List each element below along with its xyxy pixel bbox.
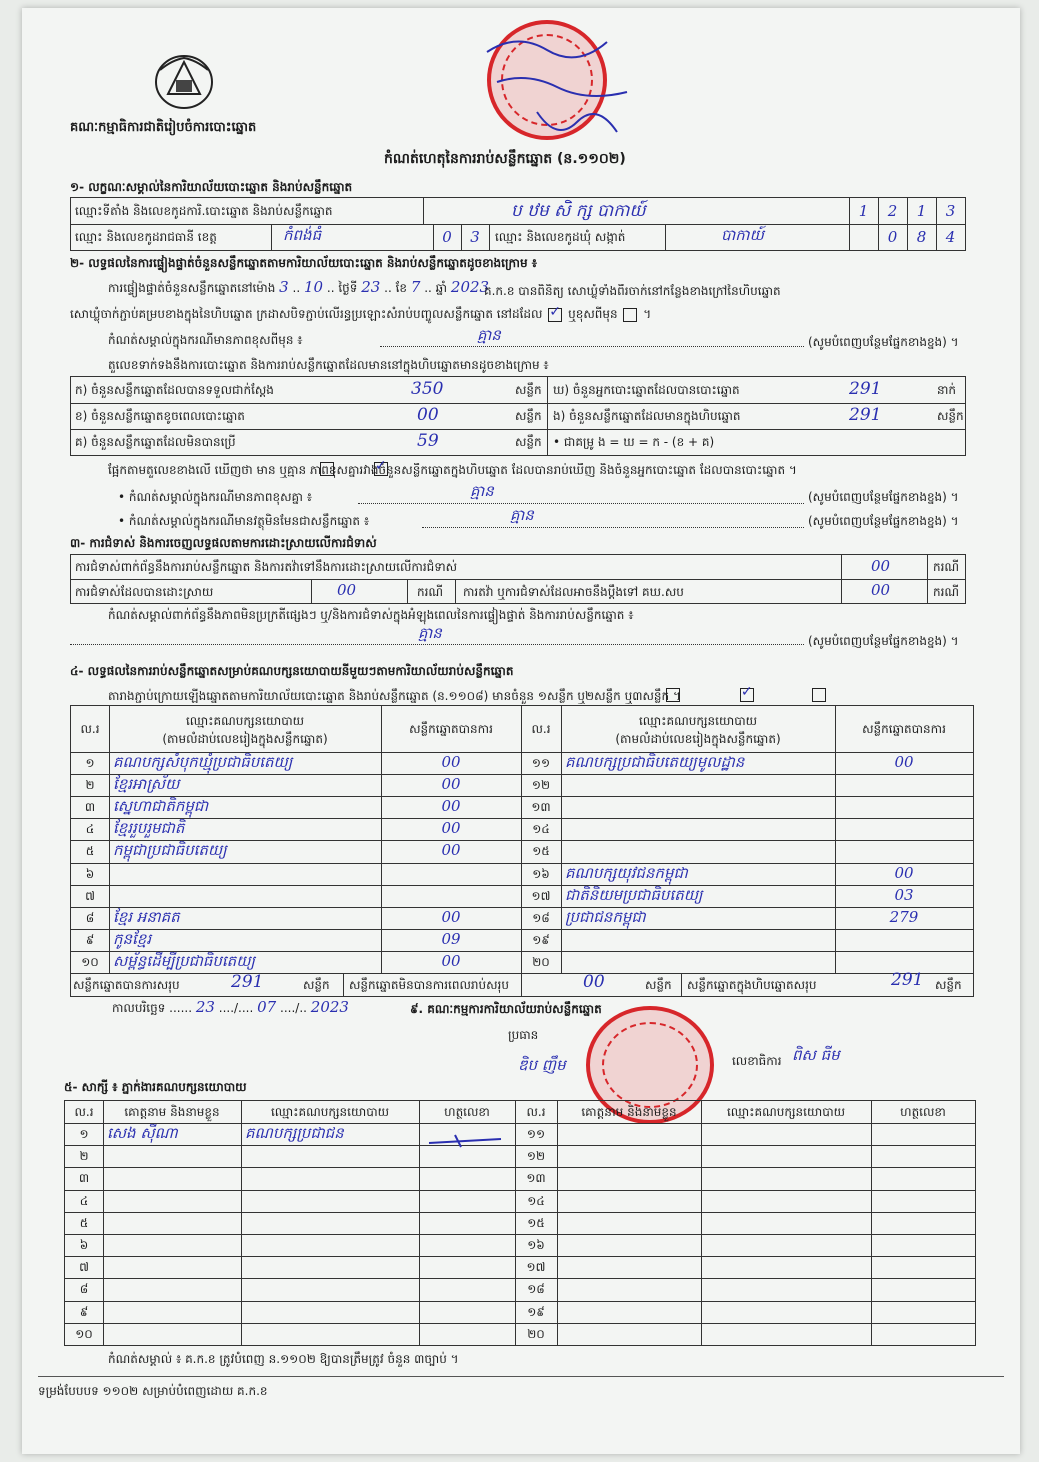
row-formula: • ជាគម្រូ ង = ឃ = ក - (ខ + គ) bbox=[553, 435, 715, 449]
row-inbox-label: ង) ចំនួនសន្លឹកឆ្នោតដែលមានក្នុងហិបឆ្នោត bbox=[553, 409, 741, 423]
station-code-digit: 3 bbox=[945, 202, 956, 220]
secretary-label: លេខាធិការ bbox=[732, 1054, 782, 1068]
witness-no: ៨ bbox=[79, 1282, 89, 1297]
row-voters-value: 291 bbox=[849, 379, 882, 399]
date-line: កាលបរិច្ឆេទ ...... 23 ..../.... 07 ..../.. 2023 bbox=[112, 998, 349, 1016]
result-no: ១៩ bbox=[532, 932, 550, 947]
witness-no: ១៧ bbox=[526, 1260, 546, 1275]
result-no: ២ bbox=[85, 778, 95, 793]
result-party: គណបក្សយុវជនកម្ពុជា bbox=[565, 863, 688, 882]
province-code-digit: 0 bbox=[442, 228, 452, 246]
result-votes: 00 bbox=[441, 907, 461, 926]
objection-row1-value: 00 bbox=[871, 557, 891, 575]
w-col-party-right: ឈ្មោះគណបក្សនយោបាយ bbox=[726, 1105, 846, 1119]
result-party: ជាតិនិយមប្រជាធិបតេយ្យ bbox=[565, 885, 703, 904]
witness-no: ១៤ bbox=[527, 1193, 545, 1208]
result-votes: 00 bbox=[441, 951, 461, 970]
day-label: ថ្ងៃទី bbox=[338, 281, 358, 295]
province-label: ឈ្មោះ និងលេខកូដរាជធានី ខេត្ត bbox=[75, 230, 217, 244]
row-inbox-value: 291 bbox=[849, 405, 882, 425]
result-no: ២០ bbox=[532, 954, 550, 969]
date-label: កាលបរិច្ឆេទ bbox=[112, 1001, 166, 1015]
w-col-no: ល.រ bbox=[74, 1105, 94, 1119]
result-no: ៩ bbox=[85, 932, 95, 947]
witness-table bbox=[64, 1100, 976, 1346]
station-code-digit: 2 bbox=[887, 202, 898, 220]
province-name: កំពង់ធំ bbox=[283, 226, 322, 244]
col-no-header-right: ល.រ bbox=[531, 722, 551, 736]
row-received-unit: សន្លឹក bbox=[515, 383, 542, 397]
witness-no: ២០ bbox=[527, 1326, 545, 1341]
total-box-label: សន្លឹកឆ្នោតក្នុងហិបឆ្នោតសរុប bbox=[687, 978, 817, 992]
chair-signature: ឌិប ញឹម bbox=[518, 1056, 566, 1074]
total-box-value: 291 bbox=[891, 970, 924, 990]
row-voters-label: ឃ) ចំនួនអ្នកបោះឆ្នោតដែលបានបោះឆ្នោត bbox=[553, 383, 740, 397]
verify-month: 7 bbox=[410, 278, 421, 296]
result-no: ១១ bbox=[531, 756, 551, 770]
emblem-logo bbox=[152, 50, 216, 112]
result-no: ៨ bbox=[85, 910, 95, 925]
row-voters-unit: នាក់ bbox=[937, 383, 957, 397]
org-name: គណៈកម្មាធិការជាតិរៀបចំការបោះឆ្នោត bbox=[70, 120, 257, 135]
total-valid-label: សន្លឹកឆ្នោតបានការសរុប bbox=[73, 978, 180, 992]
result-votes: 00 bbox=[894, 753, 914, 771]
commune-name: បាកាយ៍ bbox=[721, 226, 764, 244]
w-col-sign-right: ហត្ថលេខា bbox=[900, 1105, 946, 1119]
province-code-digit: 3 bbox=[470, 228, 480, 246]
col-party-header: ឈ្មោះគណបក្សនយោបាយ bbox=[185, 714, 305, 728]
result-votes: 00 bbox=[441, 797, 461, 816]
note1-value: គ្មាន bbox=[477, 326, 501, 344]
commune-code-digit: 8 bbox=[916, 228, 927, 246]
result-party: គណបក្សសំបុកឃ្មុំប្រជាធិបតេយ្យ bbox=[113, 753, 293, 771]
row-spoiled-unit: សន្លឹក bbox=[515, 409, 542, 423]
result-no: ១២ bbox=[531, 778, 551, 793]
total-valid-value: 291 bbox=[231, 972, 264, 992]
result-party: កូនខ្មែរ bbox=[113, 929, 152, 948]
station-label: ឈ្មោះទីតាំង និងលេខកូដការិ.បោះឆ្នោត និងរាប់សន្លឹកឆ្នោត bbox=[75, 204, 333, 218]
row-unused-unit: សន្លឹក bbox=[515, 435, 542, 449]
note2-fill: (សូមបំពេញបន្ថែមផ្នែកខាងខ្នង) ។ bbox=[808, 490, 959, 504]
section3-heading: ៣- ការជំទាស់ និងការចេញលទ្ធផលតាមការដោះស្រាយលើការជំទាស់ bbox=[70, 536, 377, 550]
result-no: ១៥ bbox=[532, 844, 550, 859]
witness-no: ១២ bbox=[526, 1149, 546, 1164]
result-votes: 00 bbox=[894, 863, 914, 882]
row-spoiled-label: ខ) ចំនួនសន្លឹកឆ្នោតខូចពេលបោះឆ្នោត bbox=[75, 409, 245, 423]
result-party: ខ្មែរអាស្រ័យ bbox=[113, 775, 180, 794]
total-valid-unit: សន្លឹក bbox=[303, 978, 330, 992]
witness-no: ៩ bbox=[79, 1304, 89, 1319]
witness-signature bbox=[425, 1131, 505, 1149]
sheet-checkboxes bbox=[664, 687, 828, 702]
result-party: ខ្មែររួបរួមជាតិ bbox=[113, 819, 185, 838]
chair-label: ប្រធាន bbox=[508, 1028, 539, 1042]
no-difference-checkbox[interactable] bbox=[374, 462, 388, 476]
match-checkboxes bbox=[318, 461, 390, 476]
witness-no: ៤ bbox=[79, 1193, 89, 1208]
objection-row2-value: 00 bbox=[337, 581, 357, 599]
ballot-count-report bbox=[22, 8, 1020, 1454]
w-col-name: គោត្តនាម និងនាមខ្លួន bbox=[124, 1105, 220, 1119]
objection-row2-case: ករណី bbox=[417, 585, 444, 599]
objection-row2b-value: 00 bbox=[871, 581, 891, 599]
witness-no: ១៩ bbox=[527, 1304, 545, 1319]
result-no: ១៤ bbox=[532, 822, 550, 837]
total-invalid-value: 00 bbox=[583, 972, 605, 992]
row-spoiled-value: 00 bbox=[417, 405, 439, 425]
witness-name: សេង ស៊ីណា bbox=[107, 1124, 178, 1142]
objection-row2b-case: ករណី bbox=[933, 585, 960, 599]
result-no: ៧ bbox=[85, 888, 95, 903]
footnote: កំណត់សម្គាល់ ៖ គ.ក.ខ ត្រូវបំពេញ ន.១១០២ ឱ្យបានត្រឹមត្រូវ ចំនួន ៣ច្បាប់ ។ bbox=[108, 1352, 459, 1366]
commune-label: ឈ្មោះ និងលេខកូដឃុំ សង្កាត់ bbox=[495, 230, 626, 244]
witness-no: ១៥ bbox=[527, 1215, 545, 1230]
result-party: ប្រជាជនកម្ពុជា bbox=[565, 907, 646, 926]
verify-line-2-text: សោឃ្លុំចាក់ភ្ជាប់គម្របខាងក្នុងនៃហិបឆ្នោត ក្រដាសបិទភ្ជាប់លើរន្ធប្រឡោះសំរាប់បញ្ចូលសន្លឹកឆ្នោត នៅដដែល bbox=[70, 307, 543, 321]
objection-row2-label: ការជំទាស់ដែលបានដោះស្រាយ bbox=[75, 585, 214, 599]
party-results-table bbox=[70, 705, 974, 997]
station-name: ប ឋម សិ ក្ស បាកាយ៍ bbox=[511, 201, 646, 221]
witness-no: ១ bbox=[79, 1127, 89, 1141]
verify-line: ការផ្ទៀងផ្ទាត់ចំនួនសន្លឹកឆ្នោតនៅម៉ោង 3 .. 10 .. ថ្ងៃទី 23 .. ខែ 7 .. ឆ្នាំ 2023 bbox=[108, 278, 490, 296]
result-no: ១០ bbox=[81, 954, 99, 969]
has-difference-checkbox[interactable] bbox=[320, 462, 334, 476]
objection-table bbox=[70, 554, 966, 604]
note3-value: គ្មាន bbox=[510, 506, 534, 524]
objection-row1-label: ការជំទាស់ពាក់ព័ន្ធនឹងការរាប់សន្លឹកឆ្នោត និងការតវ៉ាទៅនឹងការដោះស្រាយលើការជំទាស់ bbox=[75, 560, 458, 574]
month-label: ខែ bbox=[395, 281, 408, 295]
section2-heading: ២- លទ្ធផលនៃការផ្ទៀងផ្ទាត់ចំនួនសន្លឹកឆ្នោតតាមការិយាល័យបោះឆ្នោត និងរាប់សន្លឹកឆ្នោតដូចខាងក្រោម ៖ bbox=[70, 256, 538, 270]
changed-label: ឬខុសពីមុន bbox=[568, 307, 618, 321]
witness-no: ៥ bbox=[79, 1215, 89, 1230]
witness-no: ១៣ bbox=[526, 1171, 546, 1186]
row-unused-label: គ) ចំនួនសន្លឹកឆ្នោតដែលមិនបានប្រើ bbox=[75, 435, 236, 449]
date-month: 07 bbox=[257, 998, 277, 1016]
result-no: ៦ bbox=[85, 866, 95, 881]
objection-row2b-label: ការតវ៉ា ឬការជំទាស់ដែលអាចនឹងប្តឹងទៅ គឃ.សប bbox=[463, 585, 684, 599]
station-code-digit: 1 bbox=[858, 202, 869, 220]
row-unused-value: 59 bbox=[417, 431, 439, 451]
result-party: គណបក្សប្រជាធិបតេយ្យមូលដ្ឋាន bbox=[565, 753, 745, 771]
date-year: 2023 bbox=[310, 998, 349, 1016]
row-received-label: ក) ចំនួនសន្លឹកឆ្នោតដែលបានទទួលជាក់ស្តែង bbox=[75, 383, 274, 397]
result-no: ១៧ bbox=[531, 888, 551, 903]
station-table bbox=[70, 197, 966, 251]
w-col-name-right: គោត្តនាម និងនាមខ្លួន bbox=[581, 1105, 677, 1119]
result-no: ១៦ bbox=[532, 866, 550, 881]
one-sheet-checkbox[interactable] bbox=[666, 688, 680, 702]
result-party: កម្ពុជាប្រជាធិបតេយ្យ bbox=[113, 841, 227, 860]
note3-fill: (សូមបំពេញបន្ថែមផ្នែកខាងខ្នង) ។ bbox=[808, 514, 959, 528]
result-votes: 03 bbox=[894, 885, 914, 904]
form-title: កំណត់ហេតុនៃការរាប់សន្លឹកឆ្នោត (ន.១១០២) bbox=[384, 151, 626, 167]
changed-checkbox[interactable] bbox=[623, 308, 637, 322]
result-no: ៣ bbox=[84, 800, 96, 815]
match-line: ផ្អែកតាមតួលេខខាងលើ ឃើញថា មាន ឬគ្មាន ភាពខុសគ្នារវាងចំនួនសន្លឹកឆ្នោតក្នុងហិបឆ្នោត ដែលបានរាប់ឃើញ និងចំនួនអ្នកបោះឆ្នោត ដែលបានបោះឆ្នោត ។ bbox=[108, 463, 797, 477]
col-party-header-right: ឈ្មោះគណបក្សនយោបាយ bbox=[638, 714, 758, 728]
verify-line-2: សោឃ្លុំចាក់ភ្ជាប់គម្របខាងក្នុងនៃហិបឆ្នោត ក្រដាសបិទភ្ជាប់លើរន្ធប្រឡោះសំរាប់បញ្ចូលសន្លឹកឆ្នោត នៅដដែល ✓ ឬខុសពីមុន ។ bbox=[70, 307, 651, 322]
witness-no: ១១ bbox=[526, 1127, 546, 1141]
result-votes: 279 bbox=[889, 907, 919, 926]
verify-line-b: គ.ក.ខ បានពិនិត្យ សោឃ្លុំទាំងពីរចាក់នៅកន្លែងខាងក្រៅនៃហិបឆ្នោត bbox=[484, 284, 781, 298]
total-invalid-label: សន្លឹកឆ្នោតមិនបានការពេលរាប់សរុប bbox=[349, 978, 509, 992]
total-invalid-unit: សន្លឹក bbox=[645, 978, 672, 992]
committee-label: ៩. គណៈកម្មការការិយាល័យរាប់សន្លឹកឆ្នោត bbox=[410, 1002, 602, 1016]
result-no: ១៣ bbox=[531, 800, 551, 815]
witness-party: គណបក្សប្រជាជន bbox=[245, 1124, 344, 1142]
note1-fill: (សូមបំពេញបន្ថែមផ្នែកខាងខ្នង) ។ bbox=[808, 335, 959, 349]
result-party: ស្នេហាជាតិកម្ពុជា bbox=[113, 797, 209, 816]
footer-text: ទម្រង់បែបបទ ១១០២ សម្រាប់បំពេញដោយ គ.ក.ខ bbox=[38, 1384, 268, 1398]
witness-no: ៧ bbox=[79, 1260, 89, 1275]
commune-code-digit: 4 bbox=[945, 228, 956, 246]
result-votes: 00 bbox=[441, 819, 461, 838]
secretary-signature: ពិស ធីម bbox=[792, 1046, 840, 1064]
note2-label: • កំណត់សម្គាល់ក្នុងករណីមានភាពខុសគ្នា ៖ bbox=[118, 490, 313, 504]
result-no: ១ bbox=[85, 756, 95, 770]
result-votes: 00 bbox=[441, 753, 461, 771]
same-checkbox[interactable] bbox=[548, 308, 562, 322]
figures-table bbox=[70, 376, 966, 456]
verify-year: 2023 bbox=[450, 278, 490, 296]
section3-note-fill: (សូមបំពេញបន្ថែមផ្នែកខាងខ្នង) ។ bbox=[808, 634, 959, 648]
result-party: សម្ព័ន្ធដើម្បីប្រជាធិបតេយ្យ bbox=[113, 951, 255, 970]
col-no-header: ល.រ bbox=[80, 722, 100, 736]
witness-no: ៣ bbox=[78, 1171, 90, 1186]
station-code-digit: 1 bbox=[916, 202, 927, 220]
col-party-subheader-right: (តាមលំដាប់លេខរៀងក្នុងសន្លឹកឆ្នោត) bbox=[615, 732, 781, 746]
section5-heading: ៥- សាក្សី ៖ ភ្នាក់ងារគណបក្សនយោបាយ bbox=[64, 1080, 247, 1094]
figures-intro: តួលេខទាក់ទងនឹងការបោះឆ្នោត និងការរាប់សន្លឹកឆ្នោតដែលមាននៅក្នុងហិបឆ្នោតមានដូចខាងក្រោម ៖ bbox=[108, 358, 549, 372]
result-no: ១៨ bbox=[532, 910, 550, 925]
section3-note-value: គ្មាន bbox=[418, 624, 442, 642]
witness-no: ២ bbox=[79, 1149, 89, 1164]
col-votes-header-right: សន្លឹកឆ្នោតបានការ bbox=[862, 722, 946, 736]
note3-label: • កំណត់សម្គាល់ក្នុងករណីមានវត្ថុមិនមែនជាសន្លឹកឆ្នោត ៖ bbox=[118, 514, 370, 528]
verify-day: 23 bbox=[361, 278, 381, 296]
witness-no: ៦ bbox=[79, 1238, 89, 1252]
result-votes: 09 bbox=[441, 929, 461, 948]
date-day: 23 bbox=[195, 998, 215, 1016]
section1-heading: ១- លក្ខណៈសម្គាល់នៃការិយាល័យបោះឆ្នោត និងរាប់សន្លឹកឆ្នោត bbox=[70, 180, 353, 194]
three-sheet-checkbox[interactable] bbox=[812, 688, 826, 702]
objection-row1-case: ករណី bbox=[933, 560, 960, 574]
witness-no: ១៨ bbox=[527, 1282, 545, 1297]
result-votes: 00 bbox=[441, 841, 461, 860]
w-col-no-right: ល.រ bbox=[526, 1105, 546, 1119]
row-received-value: 350 bbox=[411, 379, 444, 399]
section4-subline: តារាងភ្ជាប់ក្រោយឡើងឆ្នោតតាមការិយាល័យបោះឆ្នោត និងរាប់សន្លឹកឆ្នោត (ន.១១០៨) មានចំនួន ១សន្លឹក ឬ២សន្លឹក ឬ៣សន្លឹក ។ bbox=[108, 689, 681, 703]
year-label: ឆ្នាំ bbox=[435, 281, 448, 295]
section3-note-label: កំណត់សម្គាល់ពាក់ព័ន្ធនឹងភាពមិនប្រក្រតីផ្សេងៗ ឬ/និងការជំទាស់ក្នុងអំឡុងពេលនៃការផ្ទៀងផ្ទាត់ និងការរាប់សន្លឹកឆ្នោត ៖ bbox=[108, 608, 634, 622]
verify-hour: 3 bbox=[279, 278, 289, 296]
verify-minute: 10 bbox=[303, 278, 324, 296]
col-votes-header: សន្លឹកឆ្នោតបានការ bbox=[409, 722, 493, 736]
two-sheet-checkbox[interactable] bbox=[740, 688, 754, 702]
w-col-party: ឈ្មោះគណបក្សនយោបាយ bbox=[270, 1105, 390, 1119]
w-col-sign: ហត្ថលេខា bbox=[444, 1105, 490, 1119]
col-party-subheader: (តាមលំដាប់លេខរៀងក្នុងសន្លឹកឆ្នោត) bbox=[162, 732, 328, 746]
witness-no: ១០ bbox=[75, 1326, 93, 1341]
result-party: ខ្មែរ អនាគត bbox=[113, 907, 180, 926]
result-no: ៤ bbox=[85, 822, 95, 837]
result-no: ៥ bbox=[85, 844, 95, 859]
total-box-unit: សន្លឹក bbox=[935, 978, 962, 992]
verify-time-label: ការផ្ទៀងផ្ទាត់ចំនួនសន្លឹកឆ្នោតនៅម៉ោង bbox=[108, 281, 276, 295]
note1-label: កំណត់សម្គាល់ក្នុងករណីមានភាពខុសពីមុន ៖ bbox=[108, 333, 303, 347]
witness-no: ១៦ bbox=[527, 1238, 545, 1252]
row-inbox-unit: សន្លឹក bbox=[937, 409, 964, 423]
handwritten-stamp-note bbox=[477, 12, 637, 152]
section4-heading: ៤- លទ្ធផលនៃការរាប់សន្លឹកឆ្នោតសម្រាប់គណបក្សនយោបាយនីមួយៗតាមការិយាល័យរាប់សន្លឹកឆ្នោត bbox=[70, 664, 514, 678]
commune-code-digit: 0 bbox=[887, 228, 898, 246]
result-votes: 00 bbox=[441, 775, 461, 794]
note2-value: គ្មាន bbox=[470, 482, 494, 500]
